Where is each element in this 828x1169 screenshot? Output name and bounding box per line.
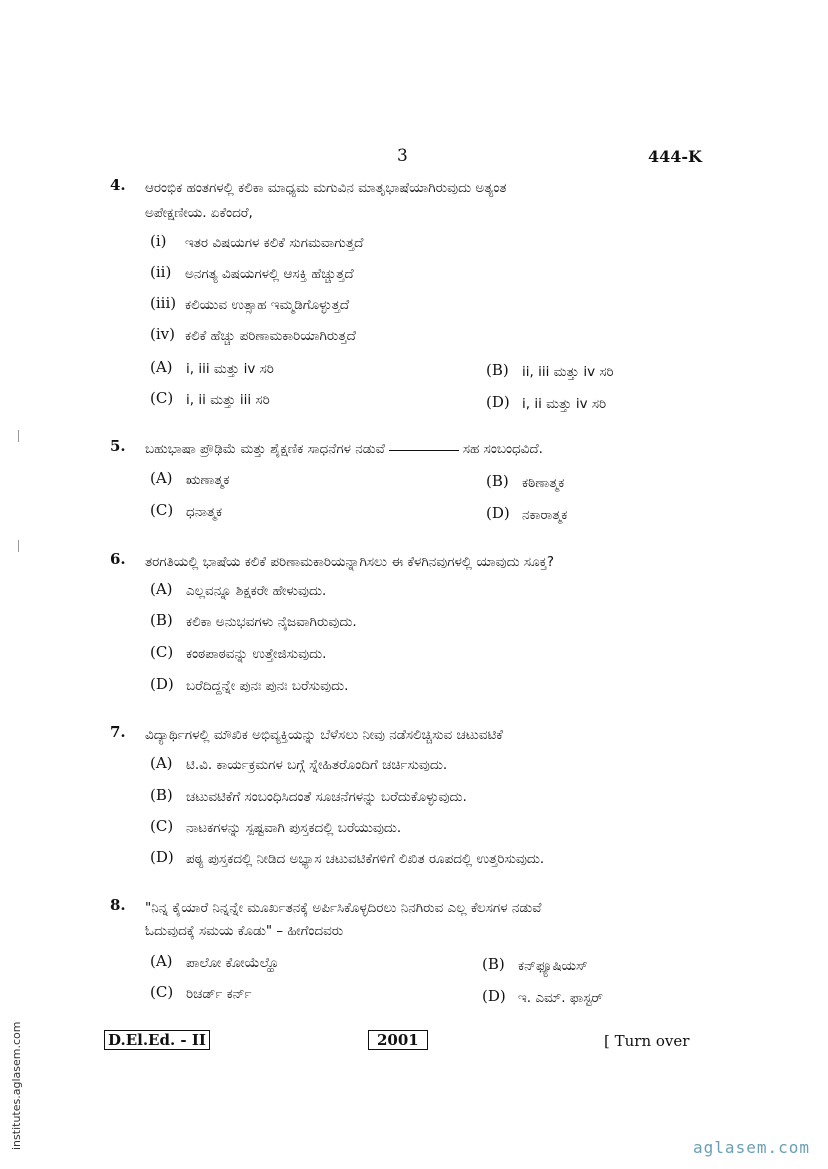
page-number: 3 xyxy=(397,146,408,166)
question-8-number: 8. xyxy=(110,896,126,914)
question-7-number: 7. xyxy=(110,723,126,741)
option-text: ಧನಾತ್ಮಕ xyxy=(186,504,223,520)
statement-text: ಕಲಿಕೆ ಹೆಚ್ಚು ಪರಿಣಾಮಕಾರಿಯಾಗಿರುತ್ತದೆ xyxy=(185,328,356,344)
turn-over: [ Turn over xyxy=(604,1032,690,1050)
question-6-number: 6. xyxy=(110,550,126,568)
option-label: (D) xyxy=(482,987,506,1005)
statement-text: ಇತರ ವಿಷಯಗಳ ಕಲಿಕೆ ಸುಗಮವಾಗುತ್ತದೆ xyxy=(185,235,364,251)
question-4-number: 4. xyxy=(110,176,126,194)
option-text: ರಿಚರ್ಡ್ ಕರ್ನ್ xyxy=(186,986,252,1002)
option-label: (A) xyxy=(150,580,173,598)
set-code: 2001 xyxy=(368,1030,428,1050)
option-text: i, ii ಮತ್ತು iii ಸರಿ xyxy=(186,392,270,408)
question-7-text: ವಿದ್ಯಾರ್ಥಿಗಳಲ್ಲಿ ಮೌಖಿಕ ಅಭಿವ್ಯಕ್ತಿಯನ್ನು ಬೆಳೆಸಲು ನೀವು ನಡೆಸಲಿಚ್ಚಿಸುವ ಚಟುವಟಿಕೆ xyxy=(145,727,503,743)
option-label: (C) xyxy=(150,817,174,835)
option-label: (D) xyxy=(150,675,174,693)
question-4-text: ಆರಂಭಿಕ ಹಂತಗಳಲ್ಲಿ ಕಲಿಕಾ ಮಾಧ್ಯಮ ಮಗುವಿನ ಮಾತೃಭಾಷೆಯಾಗಿರುವುದು ಅತ್ಯಂತ xyxy=(145,180,507,196)
statement-label: (iv) xyxy=(150,325,175,343)
option-text: ಕಲಿಕಾ ಅನುಭವಗಳು ನೈಜವಾಗಿರುವುದು. xyxy=(186,614,357,630)
question-6-text: ತರಗತಿಯಲ್ಲಿ ಭಾಷೆಯ ಕಲಿಕೆ ಪರಿಣಾಮಕಾರಿಯನ್ನಾಗಿಸಲು ಈ ಕೆಳಗಿನವುಗಳಲ್ಲಿ ಯಾವುದು ಸೂಕ್ತ? xyxy=(145,554,555,570)
option-label: (C) xyxy=(150,389,174,407)
option-label: (B) xyxy=(150,786,173,804)
margin-tick xyxy=(18,540,19,552)
option-label: (B) xyxy=(486,361,509,379)
watermark: aglasem.com xyxy=(693,1138,810,1157)
option-label: (D) xyxy=(486,504,510,522)
question-5-text-after: ಸಹ ಸಂಬಂಧವಿದೆ. xyxy=(462,441,543,457)
margin-tick xyxy=(18,430,19,442)
option-label: (D) xyxy=(486,393,510,411)
course-code: D.El.Ed. - II xyxy=(104,1030,210,1050)
option-text: ಕನ್‌ಫ್ಯೂಷಿಯಸ್ xyxy=(518,958,588,974)
option-text: ii, iii ಮತ್ತು iv ಸರಿ xyxy=(522,364,614,380)
question-5-text-before: ಬಹುಭಾಷಾ ಪ್ರೌಢಿಮೆ ಮತ್ತು ಶೈಕ್ಷಣಿಕ ಸಾಧನೆಗಳ ನಡುವೆ xyxy=(145,441,385,457)
option-text: ಟಿ.ವಿ. ಕಾರ್ಯಕ್ರಮಗಳ ಬಗ್ಗೆ ಸ್ನೇಹಿತರೊಂದಿಗೆ ಚರ್ಚಿಸುವುದು. xyxy=(186,757,448,773)
option-label: (C) xyxy=(150,983,174,1001)
margin-url: institutes.aglasem.com xyxy=(10,1021,23,1150)
statement-text: ಕಲಿಯುವ ಉತ್ಸಾಹ ಇಮ್ಮಡಿಗೊಳ್ಳುತ್ತದೆ xyxy=(185,297,350,313)
option-label: (B) xyxy=(486,472,509,490)
option-label: (B) xyxy=(482,955,505,973)
paper-code: 444-K xyxy=(648,147,702,166)
option-label: (A) xyxy=(150,754,173,772)
question-8-text: "ನಿನ್ನ ಕೈಯಾರೆ ನಿನ್ನನ್ನೇ ಮೂರ್ಖತನಕ್ಕೆ ಅರ್ಪಿಸಿಕೊಳ್ಳದಿರಲು ನಿನಗಿರುವ ಎಲ್ಲ ಕೆಲಸಗಳ ನಡುವೆ xyxy=(145,900,542,916)
statement-label: (i) xyxy=(150,232,167,250)
statement-label: (ii) xyxy=(150,263,172,281)
option-text: ಬರೆದಿದ್ದನ್ನೇ ಪುನಃ ಪುನಃ ಬರೆಸುವುದು. xyxy=(186,678,349,694)
question-5-text xyxy=(145,441,543,457)
option-text: i, ii ಮತ್ತು iv ಸರಿ xyxy=(522,396,607,412)
option-text: ಇ. ಎಮ್. ಫಾಸ್ಟರ್ xyxy=(518,990,603,1006)
answer-blank xyxy=(389,450,459,451)
option-label: (A) xyxy=(150,358,173,376)
option-text: ಕಂಠಪಾಠವನ್ನು ಉತ್ತೇಜಿಸುವುದು. xyxy=(186,646,327,662)
option-label: (B) xyxy=(150,611,173,629)
option-text: i, iii ಮತ್ತು iv ಸರಿ xyxy=(186,361,274,377)
option-text: ಋಣಾತ್ಮಕ xyxy=(186,472,230,488)
question-5-number: 5. xyxy=(110,437,126,455)
option-text: ಎಲ್ಲವನ್ನೂ ಶಿಕ್ಷಕರೇ ಹೇಳುವುದು. xyxy=(186,583,327,599)
option-label: (C) xyxy=(150,643,174,661)
question-4-text-cont: ಅಪೇಕ್ಷಣೀಯ. ಏಕೆಂದರೆ, xyxy=(145,205,253,221)
option-text: ನಾಟಕಗಳನ್ನು ಸ್ಪಷ್ಟವಾಗಿ ಪುಸ್ತಕದಲ್ಲಿ ಬರೆಯುವುದು. xyxy=(186,820,402,836)
option-label: (A) xyxy=(150,469,173,487)
option-label: (A) xyxy=(150,952,173,970)
option-label: (C) xyxy=(150,501,174,519)
statement-label: (iii) xyxy=(150,294,177,312)
option-text: ಪಾಲೋ ಕೋಯೆಲ್ಹೊ xyxy=(186,955,280,971)
statement-text: ಅನಗತ್ಯ ವಿಷಯಗಳಲ್ಲಿ ಆಸಕ್ತಿ ಹೆಚ್ಚುತ್ತದೆ xyxy=(185,266,354,282)
option-label: (D) xyxy=(150,848,174,866)
option-text: ಚಟುವಟಿಕೆಗೆ ಸಂಬಂಧಿಸಿದಂತೆ ಸೂಚನೆಗಳನ್ನು ಬರೆದುಕೊಳ್ಳುವುದು. xyxy=(186,789,467,805)
question-8-text-cont: ಓದುವುದಕ್ಕೆ ಸಮಯ ಕೊಡು" – ಹೀಗೆಂದವರು xyxy=(145,923,344,939)
option-text: ನಕಾರಾತ್ಮಕ xyxy=(522,507,568,523)
option-text: ಕಠಿಣಾತ್ಮಕ xyxy=(522,475,565,491)
option-text: ಪಠ್ಯ ಪುಸ್ತಕದಲ್ಲಿ ನೀಡಿದ ಅಭ್ಯಾಸ ಚಟುವಟಿಕೆಗಳಿಗೆ ಲಿಖಿತ ರೂಪದಲ್ಲಿ ಉತ್ತರಿಸುವುದು. xyxy=(186,851,545,867)
